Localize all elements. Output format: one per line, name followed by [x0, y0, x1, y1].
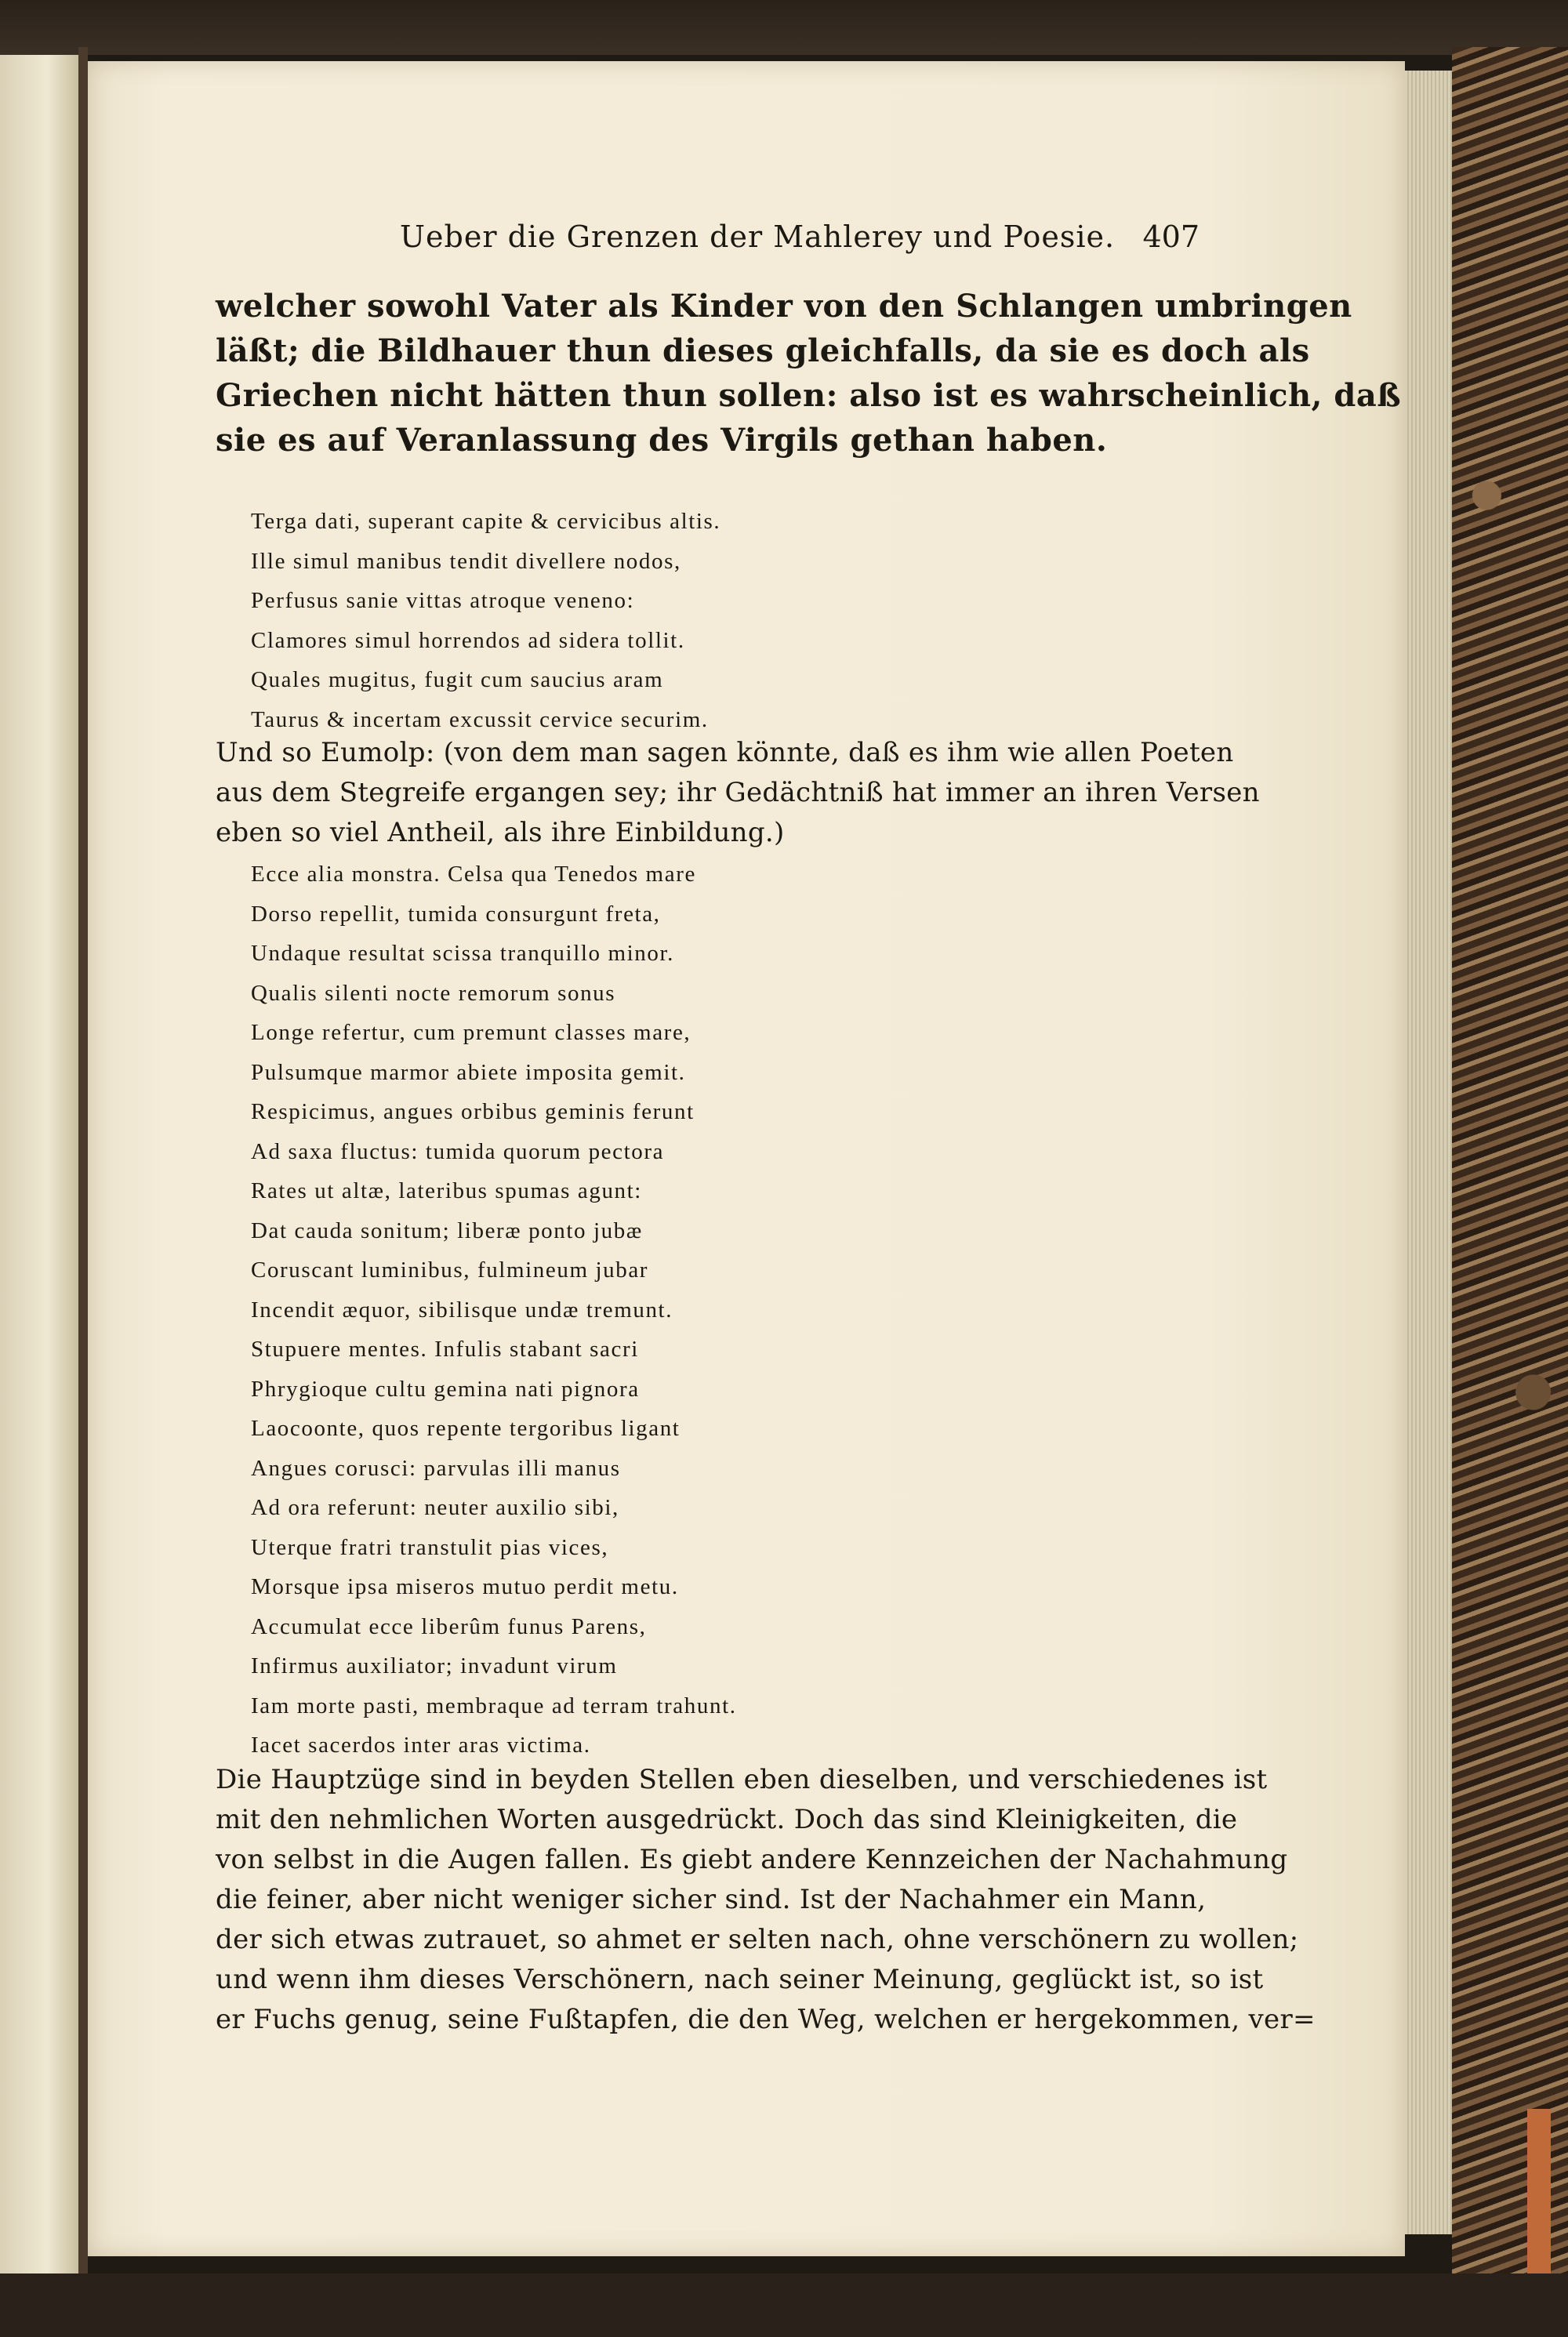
verse-line: Stupuere mentes. Infulis stabant sacri: [251, 1337, 639, 1362]
verse-line: Dorso repellit, tumida consurgunt freta,: [251, 901, 661, 927]
text-line: mit den nehmlichen Worten ausgedrückt. Doch das sind Kleinigkeiten, die: [216, 1804, 1238, 1835]
verse-line: Laocoonte, quos repente tergoribus ligant: [251, 1416, 681, 1441]
page-block-edge: [1405, 71, 1452, 2234]
book-gutter: [78, 47, 88, 2281]
verse-line: Terga dati, superant capite & cervicibus altis.: [251, 509, 721, 534]
verse-line: Angues corusci: parvulas illi manus: [251, 1455, 621, 1481]
paragraph-2: [216, 733, 1260, 853]
book-cover-top: [0, 0, 1568, 55]
color-calibration-strip: [1527, 2109, 1551, 2297]
text-line: Die Hauptzüge sind in beyden Stellen eben dieselben, und verschiedenes ist: [216, 1764, 1268, 1795]
verse-line: Ecce alia monstra. Celsa qua Tenedos mare: [251, 862, 696, 887]
text-line: läßt; die Bildhauer thun dieses gleichfalls, da sie es doch als: [216, 332, 1310, 369]
paragraph-3: [216, 1760, 1316, 2040]
text-line: eben so viel Antheil, als ihre Einbildung.): [216, 817, 785, 848]
marbled-cover: [1452, 47, 1568, 2289]
latin-verse-2: [251, 855, 1113, 1765]
verse-line: Pulsumque marmor abiete imposita gemit.: [251, 1059, 686, 1085]
verse-line: Uterque fratri transtulit pias vices,: [251, 1534, 609, 1560]
verse-line: Ad saxa fluctus: tumida quorum pectora: [251, 1138, 665, 1164]
verse-line: Undaque resultat scissa tranquillo minor.: [251, 941, 674, 966]
verse-line: Coruscant luminibus, fulmineum jubar: [251, 1257, 649, 1283]
latin-verse-1: [251, 502, 1113, 739]
verse-line: Quales mugitus, fugit cum saucius aram: [251, 667, 664, 692]
verse-line: Qualis silenti nocte remorum sonus: [251, 980, 616, 1006]
text-line: die feiner, aber nicht weniger sicher sind. Ist der Nachahmer ein Mann,: [216, 1884, 1207, 1915]
verse-line: Perfusus sanie vittas atroque veneno:: [251, 588, 635, 613]
verse-line: Ille simul manibus tendit divellere nodos,: [251, 548, 681, 574]
paragraph-1: [216, 284, 1402, 463]
page-number: 407: [1142, 220, 1200, 254]
text-line: welcher sowohl Vater als Kinder von den Schlangen umbringen: [216, 288, 1352, 325]
verse-line: Infirmus auxiliator; invadunt virum: [251, 1653, 618, 1678]
verse-line: Longe refertur, cum premunt classes mare,: [251, 1020, 691, 1045]
verse-line: Rates ut altæ, lateribus spumas agunt:: [251, 1178, 642, 1203]
facing-page-edge: [0, 55, 78, 2273]
header-title: Ueber die Grenzen der Mahlerey und Poesie.: [400, 220, 1116, 254]
verse-line: Respicimus, angues orbibus geminis ferunt: [251, 1099, 695, 1124]
verse-line: Taurus & incertam excussit cervice securim.: [251, 706, 709, 732]
verse-line: Morsque ipsa miseros mutuo perdit metu.: [251, 1574, 679, 1599]
text-line: sie es auf Veranlassung des Virgils gethan haben.: [216, 422, 1108, 459]
text-line: Griechen nicht hätten thun sollen: also ist es wahrscheinlich, daß: [216, 377, 1402, 414]
verse-line: Accumulat ecce liberûm funus Parens,: [251, 1613, 647, 1639]
verse-line: Phrygioque cultu gemina nati pignora: [251, 1376, 640, 1402]
book-cover-bottom: [0, 2273, 1568, 2337]
verse-line: Incendit æquor, sibilisque undæ tremunt.: [251, 1297, 673, 1323]
text-line: Und so Eumolp: (von dem man sagen könnte, daß es ihm wie allen Poeten: [216, 737, 1234, 768]
verse-line: Clamores simul horrendos ad sidera tollit.: [251, 627, 685, 653]
running-header: [216, 221, 1200, 252]
text-line: der sich etwas zutrauet, so ahmet er selten nach, ohne verschönern zu wollen;: [216, 1924, 1299, 1955]
text-line: aus dem Stegreife ergangen sey; ihr Gedächtniß hat immer an ihren Versen: [216, 777, 1260, 808]
text-line: und wenn ihm dieses Verschönern, nach seiner Meinung, geglückt ist, so ist: [216, 1964, 1264, 1995]
verse-line: Dat cauda sonitum; liberæ ponto jubæ: [251, 1217, 643, 1243]
verse-line: Iacet sacerdos inter aras victima.: [251, 1733, 591, 1758]
text-line: von selbst in die Augen fallen. Es giebt andere Kennzeichen der Nachahmung: [216, 1844, 1288, 1875]
verse-line: Ad ora referunt: neuter auxilio sibi,: [251, 1495, 619, 1520]
verse-line: Iam morte pasti, membraque ad terram trahunt.: [251, 1693, 737, 1718]
text-line: er Fuchs genug, seine Fußtapfen, die den Weg, welchen er hergekommen, ver=: [216, 2004, 1316, 2035]
